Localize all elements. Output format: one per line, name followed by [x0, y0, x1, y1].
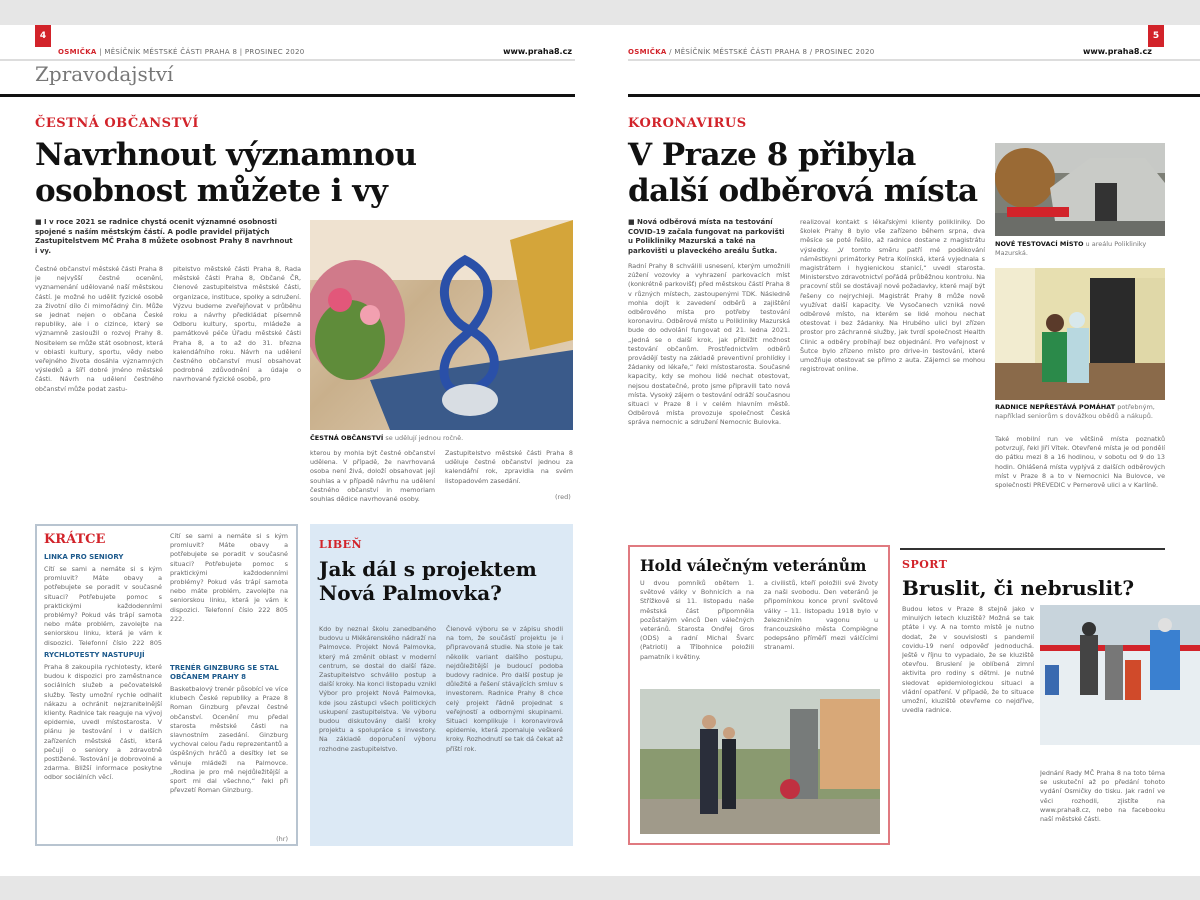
- brief-subhead: RYCHLOTESTY NASTUPUJÍ: [44, 651, 145, 659]
- divider: [0, 94, 575, 97]
- article-body-col2: pitelstvo městské části Praha 8, Rada městské části Praha 8, Občané ČR, členové zastupitelstva městské části, organizace, instituce, spolky a sdružení. Výzvu budeme zveřejňovat v průběhu roku a návrhy předkládat písemně Odboru kultury, sportu, mládeže a památkové péče Úřadu městské části Praha 8, a to až do 31. března kalendářního roku. Návrh na udělení čestného občanství musí obsahovat podrobné zdůvodnění a údaje o navrhované fyzické osobě, pro: [173, 265, 301, 384]
- brief-text: Basketbalový trenér působící ve více klubech České republiky a Praze 8 Roman Ginzburg převzal čestné občanství. Ocenění mu předal starosta městské části na slavnostním zasedání. Ginzburg vychoval celou řadu reprezentantů a úspěšných hráčů a desítky let se věnuje mládeži na Palmovce. „Rodina je pro mě nejdůležitější a sport mi dal všechno,“ řekl při převzetí Roman Ginzburg.: [170, 685, 288, 795]
- website-url: www.praha8.cz: [503, 47, 572, 56]
- brief-title: KRÁTCE: [44, 532, 106, 547]
- memorial-image: [640, 689, 880, 834]
- veterans-headline: Hold válečným veteránům: [640, 556, 867, 575]
- volunteers-image: [995, 268, 1165, 400]
- right-page: [600, 25, 1200, 876]
- article-headline: Navrhnout významnou osobnost můžete i vy: [35, 137, 417, 209]
- running-header: [58, 48, 305, 56]
- article-headline: V Praze 8 přibyla další odběrová místa: [628, 137, 978, 209]
- divider: [628, 94, 1200, 97]
- trophy-flowers-image: [310, 220, 573, 430]
- liben-headline: Jak dál s projektem Nová Palmovka?: [319, 557, 537, 605]
- sport-kicker: SPORT: [902, 558, 948, 571]
- brief-subhead: LINKA PRO SENIORY: [44, 553, 124, 561]
- liben-kicker: LIBEŇ: [319, 538, 363, 551]
- end-mark: (hr): [276, 835, 288, 843]
- header-text: / MĚSÍČNÍK MĚSTSKÉ ČÁSTI PRAHA 8 / PROSINEC 2020: [666, 48, 875, 56]
- ice-rink-image: [1040, 605, 1200, 745]
- brand: OSMIČKA: [58, 48, 97, 56]
- divider: [628, 59, 1200, 61]
- page-number: 4: [35, 25, 51, 47]
- brief-text: Cítí se sami a nemáte si s kým promluvit? Máte obavy a potřebujete se poradit v současné situaci? Potřebujete pomoc s praktickými každodenními problémy? Pokud vás trápí samota nebo máte problém, zavolejte na seniorskou linku, která je vám k dispozici. Telefonní číslo 222 805: [44, 565, 162, 645]
- divider: [900, 548, 1165, 550]
- website-url: www.praha8.cz: [1083, 47, 1152, 56]
- section-title: Zpravodajství: [35, 62, 174, 86]
- skating-photo: [1040, 605, 1200, 745]
- veterans-photo: [640, 689, 880, 834]
- brief-subhead: TRENÉR GINZBURG SE STAL OBČANEM PRAHY 8: [170, 664, 279, 681]
- article-body-col4: Zastupitelstvo městské části Praha 8 uděluje čestné občanství jednou za kalendářní rok, zpravidla na svém listopadovém zasedání.: [445, 449, 573, 485]
- article-body-col3: Také mobilní run ve většině místa poznatků potvrzují, řekl Jiří Vítek. Otevřené místa je od pondělí do pátku mezi 8 a 16 hodinou, v sobotu od 9 do 13 hodin. Ohlášená místa vyplývá z dalších odběrových míst v Praze 8 a to v Nemocnici Na Bulovce, ve společnosti PREVEDIC v Pernerově ulici a v Karlíně.: [995, 435, 1165, 490]
- article-body-col2: realizoval kontakt s lékařskými klienty polikliniky. Do školek Prahy 8 bylo vše zařízeno během srpna, dva měsíce se poté řešilo, až radnice dostane z magistrátu výsledky. „V tomto směru patří mé poděkování náměstkyni primátorky Petra Kolínská, která vyjednala s magistrátem i hygienickou stanicí,“ uvedl starosta. Ministerstvo zdravotnictví pořádá průběžnou kontrolu. Na pracovní stůl se dostávají nové požadavky, které mají být řešeny co nejrychleji. Magistrát Prahy 8 může nově využívat další kapacity. Ve Vysočanech vzniká nové odběrové místo, na kterém se lidé mohou nechat otestovat i bez žádanky. Na Hrubého ulici byl zřízen prostor pro záchranné služby, jak tvrdí společnost Health Clinic a odběry probíhají bez objednání. Pro veřejnost v Šutce bylo zřízeno místo pro drive-in testování, které umožňuje otestovat se přímo z auta. Zájemci se mohou registrovat online.: [800, 218, 985, 374]
- veterans-box: [628, 545, 890, 845]
- brand: OSMIČKA: [628, 48, 667, 56]
- liben-col1: Kdo by neznal školu zanedbaného budovu u Mlékárenského nádraží na Palmovce. Projekt Nová Palmovka, který má změnit oblast v moderní centrum, se dostal do další fáze. Zastupitelstvo schválilo postup a další kroky. Na konci listopadu vznikl Výbor pro projekt Nová Palmovka, kde jsou zástupci všech politických uskupení zastupitelstva. Ve výboru budou diskutovány další kroky projektu a spolupráce s investory. Na základě doporučení výboru rozhodne zastupitelstvo.: [319, 625, 436, 753]
- veterans-col1: U dvou pomníků obětem 1. světové války v Bohnicích a na Střížkově si 11. listopadu naše městská část připomněla pozůstalým věnců Den válečných veteránů. Starosta Ondřej Gros (ODS) a radní Michal Švarc (Patrioti) a Tříbohnice položili pamatník i květiny.: [640, 579, 754, 661]
- brief-text: Cítí se sami a nemáte si s kým promluvit? Máte obavy a potřebujete se poradit v současné situaci? Potřebujete pomoc s praktickými každodenními problémy? Pokud vás trápí samota nebo máte problém, zavolejte na seniorskou linku, která je vám k dispozici. Telefonní číslo 222 805 222.: [170, 532, 288, 623]
- photo-caption: ČESTNÁ OBČANSTVÍ se udělují jednou ročně.: [310, 434, 464, 442]
- volunteer-photo: [995, 268, 1165, 400]
- liben-box: [310, 524, 573, 846]
- article-kicker: KORONAVIRUS: [628, 116, 747, 131]
- sport-headline: Bruslit, či nebruslit?: [902, 576, 1135, 600]
- article-lead: ■ I v roce 2021 se radnice chystá ocenit významné osobnosti spojené s naším městským částí. A podle pravidel přijatých Zastupitelstvem MČ Praha 8 můžete osobnost Prahy 8 navrhnout i vy.: [35, 218, 293, 255]
- article-body-col1: Radní Prahy 8 schválili usnesení, kterým umožnili zúžení vozovky a vyhrazení parkovacích míst (konkrétně parkovišť) před městskou částí Praha 8 v různých místech, zastoupenými TDK. Následně mohla dojít k zavedení odběrů a zajištění odběrového místa pro potřeby testování koronaviru. Odběrové místo u Polikliniky Mazurská bude do odvolání fungovat od 21. ledna 2021. „Jedná se o další krok, jak přiblížit možnost testování občanům. Prostřednictvím odběrů provádějí testy na základě preventivní prohlídky i žádanky od lékaře,“ řekl místostarosta. Současné kapacity, kdy se mohou lidé nechat otestovat, nejsou dostatečné, proto jsme připravili tato nová místa. Vysoký zájem o testování odráží současnou situaci v Praze 8 i v celém hlavním městě. Odběrová místa provozuje společnost Česká správa nemocnic a sdružení Nemocnic Bulovka.: [628, 262, 790, 427]
- brief-col1: [44, 532, 162, 838]
- liben-col2: Členové výboru se v zápisu shodli na tom, že součástí projektu je i připravovaná studie. Na stole je tak několik variant dalšího postupu, nejdůležitější je budoucí podoba budovy radnice. Pro další postup je důležité a řešení stávajících smluv s investorem. Radnice Prahy 8 chce celý projekt řádně projednat s veřejností a odbornými skupinami. Situaci komplikuje i koronavirová epidemie, která zpomaluje veškeré kroky. Rozhodnutí se tak dá čekat až příští rok.: [446, 625, 563, 753]
- veterans-col2: a civilistů, kteří položili své životy za naši svobodu. Den veteránů je připomínkou konce první světové války – 11. listopadu 1918 bylo v železničním vagonu u francouzského města Compiègne podepsáno příměří mezi válčícími stranami.: [764, 579, 878, 652]
- article-kicker: ČESTNÁ OBČANSTVÍ: [35, 116, 199, 131]
- sport-col2: Jednání Rady MČ Praha 8 na toto téma se uskuteční až po předání tohoto vydání Osmičky do tisku. Jak radní ve věci rozhodli, zjistíte na www.praha8.cz, nebo na facebooku naší městské části.: [1040, 769, 1165, 824]
- running-header: [628, 48, 875, 56]
- brief-text: Praha 8 zakoupila rychlotesty, které budou k dispozici pro zaměstnance sociálních služeb a pečovatelské služby. Testy umožní rychle odhalit nákazu a ochránit nejzranitelnější klienty. Radnice tak reaguje na vývoj epidemie, uvedl místostarosta. V plánu je testování i v dalších zařízeních městské části, která pečují o seniory a zdravotně postižené. Testování je dobrovolné a zdarma. Bližší informace poskytne odbor sociálních věcí.: [44, 663, 162, 782]
- left-page: [0, 25, 600, 876]
- testing-tent-photo: [995, 143, 1165, 236]
- tent-image: [995, 143, 1165, 236]
- award-photo: [310, 220, 573, 430]
- sport-col1: Budou letos v Praze 8 stejně jako v minulých letech kluziště? Možná se tak ptáte i vy. A na tomto místě je nutno dodat, že v souvislosti s pandemií covidu-19 není odpověď jednoduchá. Ještě v říjnu to vypadalo, že se kluziště otevřou. Bruslení je oblíbená zimní aktivita pro rodiny s dětmi. Je nutné sledovat epidemiologickou situaci a vládní opatření. V případě, že to situace umožní, kluziště otevřeme co nejdříve, uvedla radnice.: [902, 605, 1034, 715]
- article-body-col1: Čestné občanství městské části Praha 8 je nejvyšší čestné ocenění, vyznamenání udělované naší městskou částí. Je možné ho udělit fyzické osobě za životní dílo či mimořádný čin. Může se jednat nejen o občana České republiky, ale i o cizince, který se významně zasloužil o rozvoj Prahy 8. Nositelem se může stát osobnost, která v oblasti kultury, sportu, vědy nebo veřejného života dosáhla významných výsledků a šíří dobré jméno městské části. Návrh na udělení čestného občanství může podat zastu-: [35, 265, 163, 393]
- article-lead: ■ Nová odběrová místa na testování COVID-19 začala fungovat na parkovišti u Polikliniky Mazurská a také na parkovišti u plaveckého areálu Šutka.: [628, 218, 785, 255]
- header-text: | MĚSÍČNÍK MĚSTSKÉ ČÁSTI PRAHA 8 | PROSINEC 2020: [96, 48, 305, 56]
- article-body-col3: kterou by mohla být čestné občanství udělena. V případě, že navrhovaná osoba není živá, doloží obsahovat její souhlas a v případě návrhu na udělení čestného občanství in memoriam souhlas dědice navrhované osoby.: [310, 449, 435, 504]
- end-mark: (red): [555, 493, 571, 501]
- photo-caption: RADNICE NEPŘESTÁVÁ POMÁHAT potřebným, například seniorům s dovážkou obědů a nákupů.: [995, 403, 1155, 420]
- news-brief-box: [35, 524, 298, 846]
- page-number: 5: [1148, 25, 1164, 47]
- divider: [0, 59, 575, 61]
- photo-caption: NOVÉ TESTOVACÍ MÍSTO u areálu Polikliniky Mazurská.: [995, 240, 1147, 257]
- brief-col2: [170, 532, 288, 843]
